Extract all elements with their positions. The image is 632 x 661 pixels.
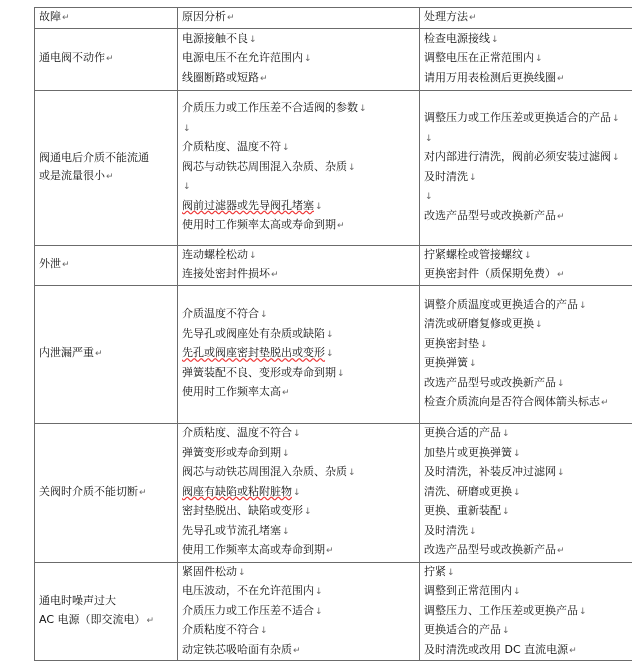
fault-line: AC 电源（即交流电）↵ bbox=[39, 611, 173, 631]
solution-line: 更换弹簧↓ bbox=[424, 354, 630, 374]
cause-line: 连动螺栓松动↓ bbox=[182, 246, 415, 266]
solution-line: ↓ bbox=[424, 129, 630, 149]
header-fault: 故障↵ bbox=[35, 8, 178, 29]
solution-line: 及时清洗，补装反冲过滤网↓ bbox=[424, 463, 630, 483]
solution-line: 调整压力或工作压差或更换适合的产品↓ bbox=[424, 109, 630, 129]
table-row bbox=[35, 285, 632, 423]
solution-cell bbox=[420, 245, 632, 285]
cause-line: 介质粘度不符合↓ bbox=[182, 621, 415, 641]
solution-line: 拧紧↓ bbox=[424, 563, 630, 583]
table-row bbox=[35, 28, 632, 90]
header-solution: 处理方法↵ bbox=[420, 8, 632, 29]
table-row bbox=[35, 562, 632, 661]
solution-cell bbox=[420, 562, 632, 661]
cause-line: 介质粘度、温度不符↓ bbox=[182, 138, 415, 158]
table-row bbox=[35, 245, 632, 285]
solution-line: 及时清洗或改用 DC 直流电源↵ bbox=[424, 641, 630, 661]
solution-line: 调整介质温度或更换适合的产品↓ bbox=[424, 296, 630, 316]
solution-cell bbox=[420, 90, 632, 245]
solution-line: 检查介质流向是否符合阀体箭头标志↵ bbox=[424, 393, 630, 413]
cause-line: 介质压力或工作压差不适合↓ bbox=[182, 602, 415, 622]
cause-line: 线圈断路或短路↵ bbox=[182, 69, 415, 89]
cause-line: 弹簧变形或寿命到期↓ bbox=[182, 444, 415, 464]
solution-line: 及时清洗↓ bbox=[424, 522, 630, 542]
table-row bbox=[35, 423, 632, 562]
cause-line: ↓ bbox=[182, 119, 415, 139]
solution-line: 改选产品型号或改换新产品↵ bbox=[424, 541, 630, 561]
cause-cell bbox=[178, 562, 420, 661]
cause-line: 阀芯与动铁芯周围混入杂质、杂质↓ bbox=[182, 158, 415, 178]
cause-line: 电源接触不良↓ bbox=[182, 30, 415, 50]
fault-line: 通电时噪声过大 bbox=[39, 592, 173, 611]
solution-line: 调整电压在正常范围内↓ bbox=[424, 49, 630, 69]
solution-line: 加垫片或更换弹簧↓ bbox=[424, 444, 630, 464]
cause-line: 阀前过滤器或先导阀孔堵塞↓ bbox=[182, 197, 415, 217]
solution-line: 改选产品型号或改换新产品↵ bbox=[424, 207, 630, 227]
fault-line: 通电阀不动作↵ bbox=[39, 49, 173, 69]
troubleshooting-table bbox=[34, 7, 632, 661]
cause-line: 介质压力或工作压差不合适阀的参数↓ bbox=[182, 99, 415, 119]
solution-line: 改选产品型号或改换新产品↓ bbox=[424, 374, 630, 394]
table-row bbox=[35, 90, 632, 245]
fault-cell bbox=[35, 28, 178, 90]
cause-line: 介质粘度、温度不符合↓ bbox=[182, 424, 415, 444]
cause-cell bbox=[178, 245, 420, 285]
fault-line: 阀通电后介质不能流通 bbox=[39, 149, 173, 168]
fault-cell bbox=[35, 285, 178, 423]
cause-cell bbox=[178, 90, 420, 245]
cause-line: 密封垫脱出、缺陷或变形↓ bbox=[182, 502, 415, 522]
solution-line: ↓ bbox=[424, 187, 630, 207]
solution-line: 调整压力、工作压差或更换产品↓ bbox=[424, 602, 630, 622]
solution-line: 请用万用表检测后更换线圈↵ bbox=[424, 69, 630, 89]
cause-line: 紧固件松动↓ bbox=[182, 563, 415, 583]
cause-line: ↓ bbox=[182, 177, 415, 197]
cause-line: 电压波动，不在允许范围内↓ bbox=[182, 582, 415, 602]
cause-line: 使用时工作频率太高↵ bbox=[182, 383, 415, 403]
fault-line: 或是流量很小↵ bbox=[39, 167, 173, 187]
header-cause: 原因分析↵ bbox=[178, 8, 420, 29]
cause-line: 先导孔或阀座处有杂质或缺陷↓ bbox=[182, 325, 415, 345]
fault-cell bbox=[35, 423, 178, 562]
fault-line: 关阀时介质不能切断↵ bbox=[39, 483, 173, 503]
solution-line: 更换、重新装配↓ bbox=[424, 502, 630, 522]
solution-line: 更换密封件（质保期免费）↵ bbox=[424, 265, 630, 285]
cause-line: 使用时工作频率太高或寿命到期↵ bbox=[182, 216, 415, 236]
solution-cell bbox=[420, 28, 632, 90]
header-row bbox=[35, 8, 632, 29]
cause-line: 电源电压不在允许范围内↓ bbox=[182, 49, 415, 69]
solution-line: 更换合适的产品↓ bbox=[424, 424, 630, 444]
cause-cell bbox=[178, 285, 420, 423]
solution-line: 更换适合的产品↓ bbox=[424, 621, 630, 641]
solution-cell bbox=[420, 285, 632, 423]
solution-line: 清洗、研磨或更换↓ bbox=[424, 483, 630, 503]
solution-line: 拧紧螺栓或管接螺纹↓ bbox=[424, 246, 630, 266]
cause-line: 先孔或阀座密封垫脱出或变形↓ bbox=[182, 344, 415, 364]
solution-line: 检查电源接线↓ bbox=[424, 30, 630, 50]
cause-line: 介质温度不符合↓ bbox=[182, 305, 415, 325]
solution-line: 对内部进行清洗，阀前必须安装过滤阀↓ bbox=[424, 148, 630, 168]
cause-cell bbox=[178, 423, 420, 562]
solution-line: 调整到正常范围内↓ bbox=[424, 582, 630, 602]
cause-line: 先导孔或节流孔堵塞↓ bbox=[182, 522, 415, 542]
solution-line: 更换密封垫↓ bbox=[424, 335, 630, 355]
fault-cell bbox=[35, 245, 178, 285]
solution-line: 及时清洗↓ bbox=[424, 168, 630, 188]
cause-line: 阀座有缺陷或粘附脏物↓ bbox=[182, 483, 415, 503]
fault-cell bbox=[35, 562, 178, 661]
cause-cell bbox=[178, 28, 420, 90]
cause-line: 使用工作频率太高或寿命到期↵ bbox=[182, 541, 415, 561]
cause-line: 连接处密封件损坏↵ bbox=[182, 265, 415, 285]
fault-line: 外泄↵ bbox=[39, 255, 173, 275]
cause-line: 动定铁芯吸哈面有杂质↵ bbox=[182, 641, 415, 661]
cause-line: 弹簧装配不良、变形或寿命到期↓ bbox=[182, 364, 415, 384]
fault-line: 内泄漏严重↵ bbox=[39, 344, 173, 364]
fault-cell bbox=[35, 90, 178, 245]
solution-line: 清洗或研磨复修或更换↓ bbox=[424, 315, 630, 335]
cause-line: 阀芯与动铁芯周围混入杂质、杂质↓ bbox=[182, 463, 415, 483]
solution-cell bbox=[420, 423, 632, 562]
